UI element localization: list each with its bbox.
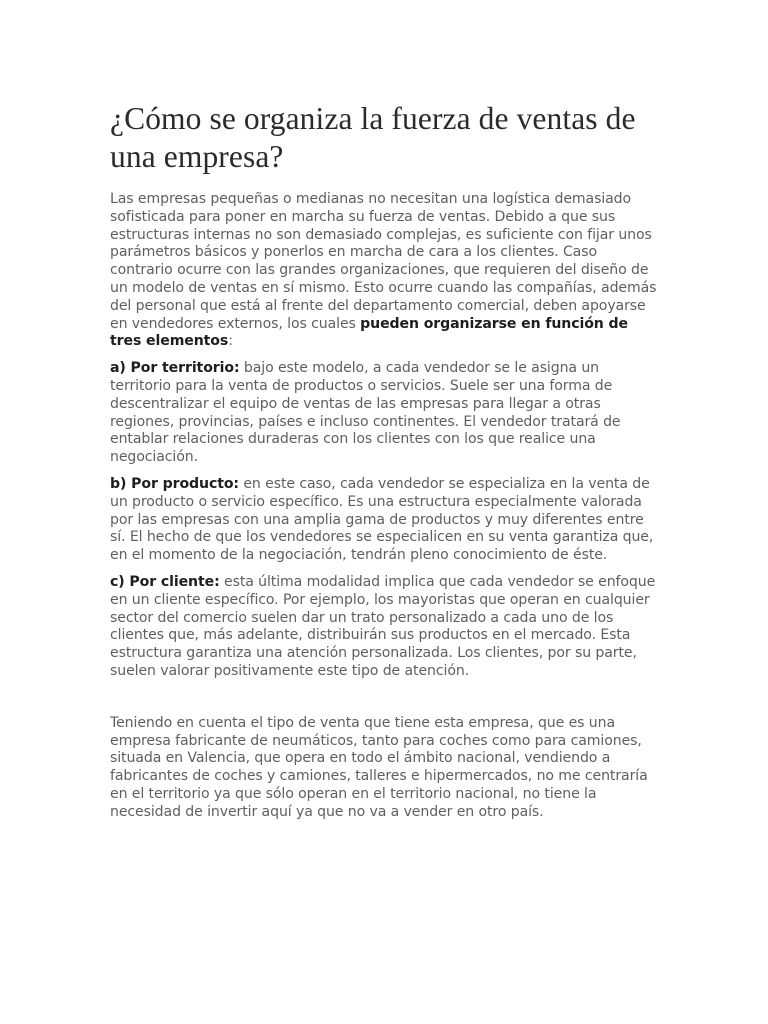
item-territorio <box>110 360 660 467</box>
closing-paragraph: Teniendo en cuenta el tipo de venta que tiene esta empresa, que es una empresa fabricante de neumáticos, tanto para coches como para camiones, situada en Valencia, que opera en todo el ámbito nacional, vendiendo a fabricantes de coches y camiones, talleres e hipermercados, no me centraría en el territorio ya que sólo operan en el territorio nacional, no tiene la necesidad de invertir aquí ya que no va a vender en otro país. <box>110 714 648 820</box>
item-producto <box>110 476 660 565</box>
page-title: ¿Cómo se organiza la fuerza de ventas de una empresa? <box>110 101 636 174</box>
item-cliente-label: c) Por cliente: <box>110 573 220 590</box>
item-cliente-text: esta última modalidad implica que cada vendedor se enfoque en un cliente específico. Por ejemplo, los mayoristas que operan en cualquier sector del comercio suelen dar un trato personalizado a cada uno de los clientes que, más adelante, distribuirán sus productos en el mercado. Esta estructura garantiza una atención personalizada. Los clientes, por su parte, suelen valorar positivamente este tipo de atención. <box>110 573 656 679</box>
intro-paragraph <box>110 191 660 351</box>
document-page <box>110 100 660 831</box>
item-producto-label: b) Por producto: <box>110 475 239 492</box>
item-territorio-label: a) Por territorio: <box>110 360 240 377</box>
intro-text: Las empresas pequeñas o medianas no necesitan una logística demasiado sofisticada para poner en marcha su fuerza de ventas. Debido a que sus estructuras internas no son demasiado complejas, es suficiente con fijar unos parámetros básicos y ponerlos en marcha de cara a los clientes. Caso contrario ocurre con las grandes organizaciones, que requieren del diseño de un modelo de ventas en sí mismo. Esto ocurre cuando las compañías, además del personal que está al frente del departamento comercial, deben apoyarse en vendedores externos, los cuales <box>110 191 657 332</box>
item-territorio-text: bajo este modelo, a cada vendedor se le asigna un territorio para la venta de productos o servicios. Suele ser una forma de descentralizar el equipo de ventas de las empresas para llegar a otras regiones, provincias, países e incluso continentes. El vendedor tratará de entablar relaciones duraderas con los clientes con los que realice una negociación. <box>110 360 621 466</box>
intro-bold-text: pueden organizarse en función de tres elementos <box>110 315 628 350</box>
item-cliente <box>110 574 660 681</box>
item-producto-text: en este caso, cada vendedor se especializa en la venta de un producto o servicio específico. Es una estructura especialmente valorada por las empresas con una amplia gama de productos y muy diferentes entre sí. El hecho de que los vendedores se especialicen en su venta garantiza que, en el momento de la negociación, tendrán pleno conocimiento de éste. <box>110 475 654 564</box>
intro-tail: : <box>228 333 233 350</box>
